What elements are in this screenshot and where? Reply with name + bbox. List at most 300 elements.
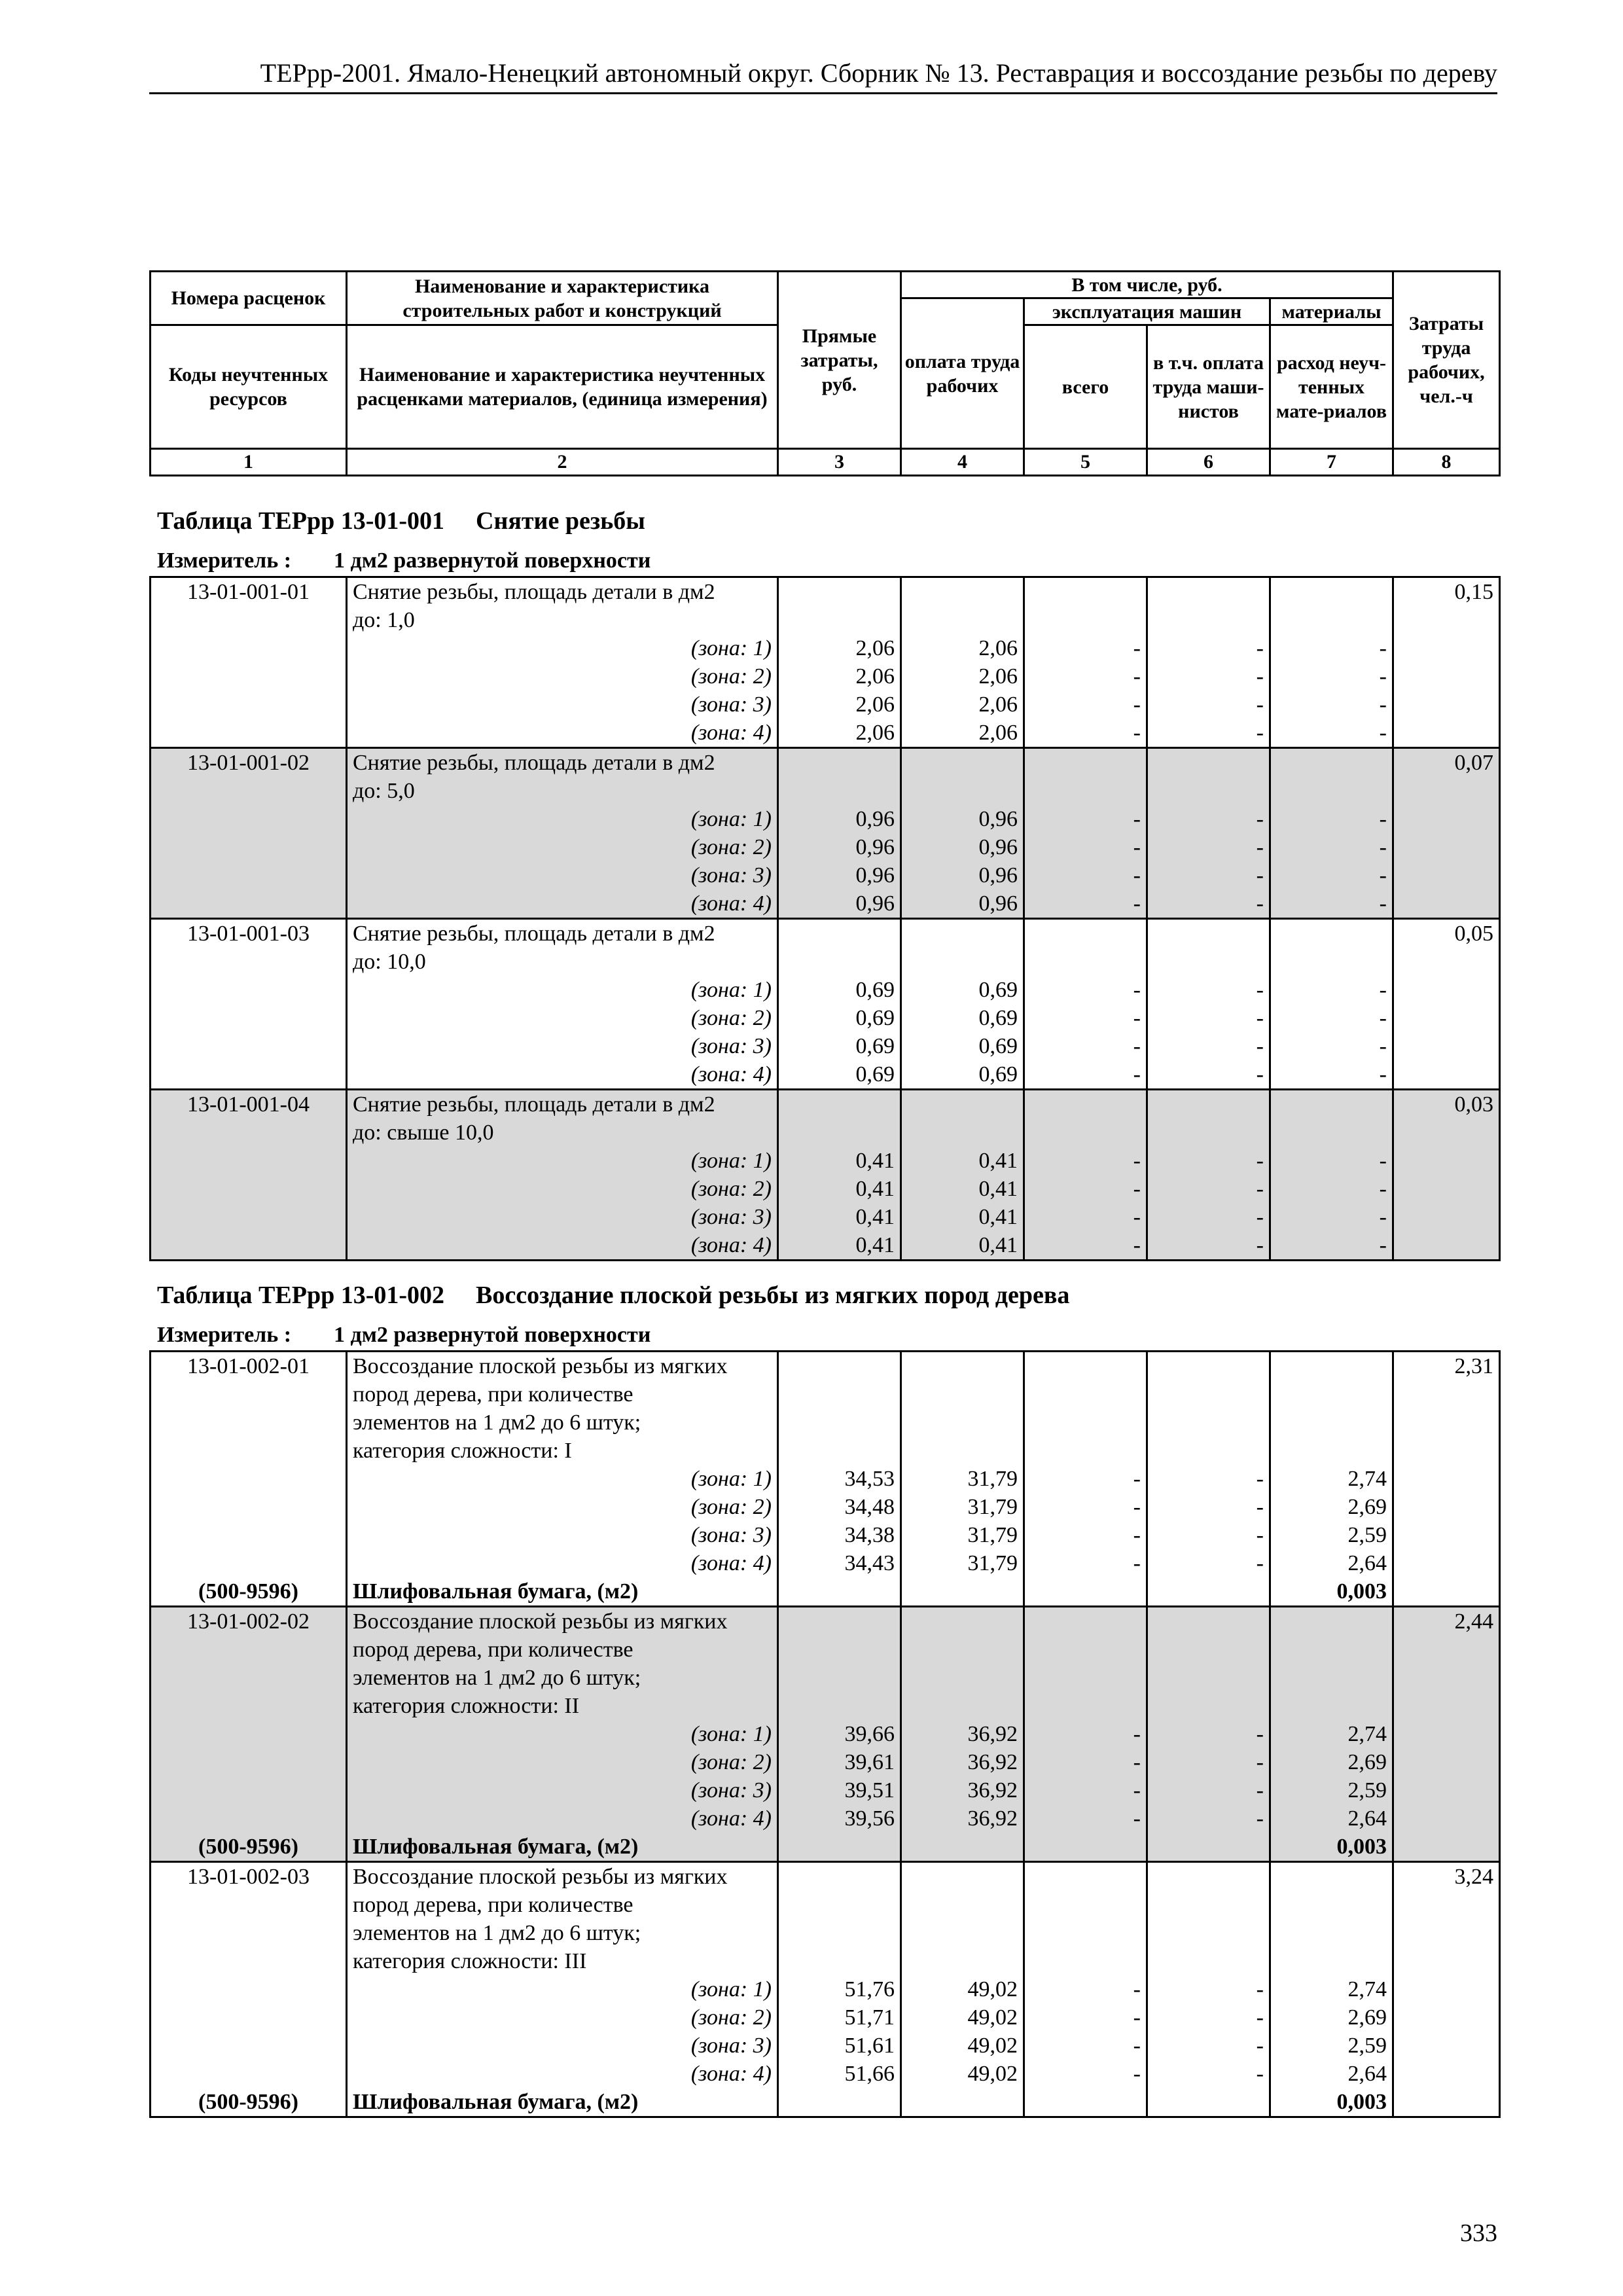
rate-code: 13-01-002-01 bbox=[151, 1352, 347, 1381]
machinist-pay: - bbox=[1147, 976, 1270, 1004]
empty-cell bbox=[901, 919, 1024, 948]
zone-label: (зона: 2) bbox=[347, 1493, 778, 1521]
col5-header: всего bbox=[1024, 325, 1147, 449]
machines-total: - bbox=[1024, 976, 1147, 1004]
table-code: Таблица ТЕРрр 13-01-001 bbox=[157, 507, 445, 535]
resource-qty: 0,003 bbox=[1270, 2088, 1393, 2117]
machines-total: - bbox=[1024, 861, 1147, 889]
machinist-pay: - bbox=[1147, 691, 1270, 719]
materials-cost: 2,59 bbox=[1270, 2032, 1393, 2060]
machinist-pay: - bbox=[1147, 861, 1270, 889]
rate-code: 13-01-002-02 bbox=[151, 1607, 347, 1636]
empty-cell bbox=[1393, 2088, 1500, 2117]
empty-cell bbox=[1147, 919, 1270, 948]
materials-cost: 2,74 bbox=[1270, 1720, 1393, 1748]
empty-cell bbox=[778, 748, 901, 778]
materials-cost: - bbox=[1270, 889, 1393, 919]
empty-cell bbox=[1393, 719, 1500, 748]
machinist-pay: - bbox=[1147, 2003, 1270, 2032]
empty-cell bbox=[1147, 1119, 1270, 1147]
machines-total: - bbox=[1024, 1060, 1147, 1090]
empty-cell bbox=[901, 606, 1024, 634]
empty-cell bbox=[1024, 948, 1147, 976]
materials-cost: 2,69 bbox=[1270, 1748, 1393, 1776]
empty-cell bbox=[1270, 1437, 1393, 1465]
worker-pay: 2,06 bbox=[901, 719, 1024, 748]
empty-cell bbox=[151, 1748, 347, 1776]
zone-row bbox=[151, 691, 1500, 719]
empty-cell bbox=[151, 1720, 347, 1748]
empty-cell bbox=[1393, 1119, 1500, 1147]
labor-cost: 0,03 bbox=[1393, 1090, 1500, 1119]
table-row bbox=[151, 1862, 1500, 1892]
empty-cell bbox=[1024, 606, 1147, 634]
materials-cost: - bbox=[1270, 1060, 1393, 1090]
table-row bbox=[151, 777, 1500, 805]
empty-cell bbox=[151, 691, 347, 719]
machines-total: - bbox=[1024, 1231, 1147, 1261]
empty-cell bbox=[901, 577, 1024, 607]
rate-name: пород дерева, при количестве bbox=[347, 1891, 778, 1919]
table-row bbox=[151, 1090, 1500, 1119]
empty-cell bbox=[1393, 861, 1500, 889]
empty-cell bbox=[1024, 1862, 1147, 1892]
zone-label: (зона: 2) bbox=[347, 1175, 778, 1203]
zone-row bbox=[151, 662, 1500, 691]
empty-cell bbox=[151, 833, 347, 861]
machinist-pay: - bbox=[1147, 805, 1270, 833]
col-number: 4 bbox=[901, 449, 1024, 476]
empty-cell bbox=[1270, 919, 1393, 948]
rate-name: категория сложности: I bbox=[347, 1437, 778, 1465]
machines-total: - bbox=[1024, 833, 1147, 861]
empty-cell bbox=[1393, 1521, 1500, 1549]
col2-top-header: Наименование и характеристика строительных работ и конструкций bbox=[347, 272, 778, 325]
empty-cell bbox=[1393, 1004, 1500, 1032]
worker-pay: 36,92 bbox=[901, 1804, 1024, 1833]
machinist-pay: - bbox=[1147, 1060, 1270, 1090]
empty-cell bbox=[1393, 1147, 1500, 1175]
empty-cell bbox=[151, 2060, 347, 2088]
empty-cell bbox=[1024, 1891, 1147, 1919]
rate-name: до: 1,0 bbox=[347, 606, 778, 634]
empty-cell bbox=[901, 2088, 1024, 2117]
materials-cost: 2,69 bbox=[1270, 1493, 1393, 1521]
direct-cost: 51,76 bbox=[778, 1975, 901, 2003]
zone-label: (зона: 3) bbox=[347, 1203, 778, 1231]
direct-cost: 0,96 bbox=[778, 805, 901, 833]
measure-line bbox=[157, 1322, 651, 1348]
direct-cost: 0,41 bbox=[778, 1231, 901, 1261]
empty-cell bbox=[1393, 1636, 1500, 1664]
direct-cost: 0,69 bbox=[778, 1032, 901, 1060]
table-row bbox=[151, 919, 1500, 948]
direct-cost: 0,41 bbox=[778, 1147, 901, 1175]
empty-cell bbox=[1147, 1692, 1270, 1720]
empty-cell bbox=[1024, 1577, 1147, 1607]
labor-cost: 0,15 bbox=[1393, 577, 1500, 607]
table-row bbox=[151, 1607, 1500, 1636]
machines-total: - bbox=[1024, 1776, 1147, 1804]
empty-cell bbox=[1393, 948, 1500, 976]
materials-cost: - bbox=[1270, 1004, 1393, 1032]
labor-cost: 3,24 bbox=[1393, 1862, 1500, 1892]
table-name: Снятие резьбы bbox=[476, 507, 645, 535]
empty-cell bbox=[1270, 1380, 1393, 1408]
materials-cost: - bbox=[1270, 1175, 1393, 1203]
empty-cell bbox=[1270, 1408, 1393, 1437]
empty-cell bbox=[1270, 1607, 1393, 1636]
running-header: ТЕРрр-2001. Ямало-Ненецкий автономный округ. Сборник № 13. Реставрация и воссоздание резьбы по дереву bbox=[260, 58, 1497, 88]
materials-cost: - bbox=[1270, 691, 1393, 719]
empty-cell bbox=[151, 948, 347, 976]
rate-name: Снятие резьбы, площадь детали в дм2 bbox=[347, 748, 778, 778]
worker-pay: 0,96 bbox=[901, 805, 1024, 833]
empty-cell bbox=[901, 1577, 1024, 1607]
empty-cell bbox=[1024, 1090, 1147, 1119]
empty-cell bbox=[901, 1607, 1024, 1636]
empty-cell bbox=[151, 976, 347, 1004]
empty-cell bbox=[1393, 1891, 1500, 1919]
rate-name: до: 5,0 bbox=[347, 777, 778, 805]
empty-cell bbox=[1393, 1776, 1500, 1804]
table-row bbox=[151, 948, 1500, 976]
empty-cell bbox=[778, 1862, 901, 1892]
materials-cost: - bbox=[1270, 1231, 1393, 1261]
worker-pay: 0,69 bbox=[901, 1004, 1024, 1032]
zone-label: (зона: 4) bbox=[347, 889, 778, 919]
machines-total: - bbox=[1024, 2060, 1147, 2088]
empty-cell bbox=[1270, 577, 1393, 607]
zone-row bbox=[151, 1776, 1500, 1804]
empty-cell bbox=[1270, 948, 1393, 976]
machines-total: - bbox=[1024, 634, 1147, 662]
machinist-pay: - bbox=[1147, 1032, 1270, 1060]
direct-cost: 51,71 bbox=[778, 2003, 901, 2032]
empty-cell bbox=[1147, 1437, 1270, 1465]
empty-cell bbox=[151, 1975, 347, 2003]
rate-code: 13-01-001-04 bbox=[151, 1090, 347, 1119]
worker-pay: 49,02 bbox=[901, 2060, 1024, 2088]
rate-code: 13-01-001-01 bbox=[151, 577, 347, 607]
resource-name: Шлифовальная бумага, (м2) bbox=[347, 2088, 778, 2117]
empty-cell bbox=[1147, 1380, 1270, 1408]
zone-row bbox=[151, 976, 1500, 1004]
col6-header: в т.ч. оплата труда маши-нистов bbox=[1147, 325, 1270, 449]
empty-cell bbox=[778, 948, 901, 976]
resource-code: (500-9596) bbox=[151, 2088, 347, 2117]
rate-name: Воссоздание плоской резьбы из мягких bbox=[347, 1607, 778, 1636]
zone-row bbox=[151, 1147, 1500, 1175]
empty-cell bbox=[901, 1352, 1024, 1381]
machines-total: - bbox=[1024, 1748, 1147, 1776]
col-number: 8 bbox=[1393, 449, 1500, 476]
zone-row bbox=[151, 805, 1500, 833]
materials-cost: 2,64 bbox=[1270, 1804, 1393, 1833]
empty-cell bbox=[1024, 919, 1147, 948]
materials-cost: - bbox=[1270, 1032, 1393, 1060]
empty-cell bbox=[778, 1380, 901, 1408]
rate-name: пород дерева, при количестве bbox=[347, 1636, 778, 1664]
rate-name: до: свыше 10,0 bbox=[347, 1119, 778, 1147]
empty-cell bbox=[901, 1408, 1024, 1437]
machinist-pay: - bbox=[1147, 1521, 1270, 1549]
rate-name: категория сложности: III bbox=[347, 1947, 778, 1975]
table-row bbox=[151, 1408, 1500, 1437]
worker-pay: 0,69 bbox=[901, 1032, 1024, 1060]
direct-cost: 34,48 bbox=[778, 1493, 901, 1521]
machines-total: - bbox=[1024, 1720, 1147, 1748]
empty-cell bbox=[1393, 1175, 1500, 1203]
materials-cost: 2,64 bbox=[1270, 1549, 1393, 1577]
empty-cell bbox=[1393, 691, 1500, 719]
resource-code: (500-9596) bbox=[151, 1577, 347, 1607]
empty-cell bbox=[778, 1437, 901, 1465]
empty-cell bbox=[151, 1493, 347, 1521]
empty-cell bbox=[151, 1408, 347, 1437]
machinist-pay: - bbox=[1147, 1493, 1270, 1521]
empty-cell bbox=[1270, 1891, 1393, 1919]
header-rule bbox=[149, 92, 1497, 94]
empty-cell bbox=[778, 1664, 901, 1692]
empty-cell bbox=[151, 2032, 347, 2060]
empty-cell bbox=[1147, 777, 1270, 805]
direct-cost: 0,69 bbox=[778, 1060, 901, 1090]
machinist-pay: - bbox=[1147, 634, 1270, 662]
machinist-pay: - bbox=[1147, 1203, 1270, 1231]
worker-pay: 0,41 bbox=[901, 1231, 1024, 1261]
machines-total: - bbox=[1024, 1175, 1147, 1203]
measure-label: Измеритель : bbox=[157, 548, 292, 573]
column-header-table bbox=[149, 270, 1501, 476]
resource-row bbox=[151, 1577, 1500, 1607]
empty-cell bbox=[901, 1664, 1024, 1692]
machinist-pay: - bbox=[1147, 833, 1270, 861]
empty-cell bbox=[1024, 2088, 1147, 2117]
empty-cell bbox=[151, 1804, 347, 1833]
table-title bbox=[157, 1280, 1069, 1311]
rate-name: элементов на 1 дм2 до 6 штук; bbox=[347, 1919, 778, 1947]
empty-cell bbox=[151, 1060, 347, 1090]
empty-cell bbox=[1024, 1119, 1147, 1147]
resource-qty: 0,003 bbox=[1270, 1833, 1393, 1862]
zone-row bbox=[151, 1060, 1500, 1090]
materials-cost: 2,64 bbox=[1270, 2060, 1393, 2088]
empty-cell bbox=[1393, 1380, 1500, 1408]
machines-total: - bbox=[1024, 2003, 1147, 2032]
zone-row bbox=[151, 889, 1500, 919]
machines-total: - bbox=[1024, 805, 1147, 833]
empty-cell bbox=[151, 805, 347, 833]
machines-total: - bbox=[1024, 1493, 1147, 1521]
zone-row bbox=[151, 861, 1500, 889]
worker-pay: 0,96 bbox=[901, 861, 1024, 889]
direct-cost: 0,69 bbox=[778, 1004, 901, 1032]
table-row bbox=[151, 1352, 1500, 1381]
empty-cell bbox=[1270, 1862, 1393, 1892]
empty-cell bbox=[1393, 1203, 1500, 1231]
empty-cell bbox=[151, 606, 347, 634]
worker-pay: 2,06 bbox=[901, 691, 1024, 719]
empty-cell bbox=[1147, 1664, 1270, 1692]
machinist-pay: - bbox=[1147, 1231, 1270, 1261]
empty-cell bbox=[1147, 1862, 1270, 1892]
machinist-pay: - bbox=[1147, 1549, 1270, 1577]
empty-cell bbox=[1393, 1493, 1500, 1521]
machines-total: - bbox=[1024, 1147, 1147, 1175]
zone-label: (зона: 4) bbox=[347, 2060, 778, 2088]
empty-cell bbox=[778, 1352, 901, 1381]
materials-cost: 2,69 bbox=[1270, 2003, 1393, 2032]
empty-cell bbox=[151, 861, 347, 889]
table-row bbox=[151, 1636, 1500, 1664]
empty-cell bbox=[901, 1862, 1024, 1892]
empty-cell bbox=[778, 1119, 901, 1147]
empty-cell bbox=[1393, 777, 1500, 805]
rate-name: элементов на 1 дм2 до 6 штук; bbox=[347, 1408, 778, 1437]
zone-label: (зона: 2) bbox=[347, 1748, 778, 1776]
rate-name: Воссоздание плоской резьбы из мягких bbox=[347, 1352, 778, 1381]
empty-cell bbox=[1270, 1919, 1393, 1947]
col4-header: оплата труда рабочих bbox=[901, 298, 1024, 449]
resource-name: Шлифовальная бумага, (м2) bbox=[347, 1577, 778, 1607]
empty-cell bbox=[1147, 1636, 1270, 1664]
empty-cell bbox=[1393, 1919, 1500, 1947]
rate-name: Снятие резьбы, площадь детали в дм2 bbox=[347, 919, 778, 948]
materials-cost: - bbox=[1270, 976, 1393, 1004]
zone-label: (зона: 3) bbox=[347, 1521, 778, 1549]
empty-cell bbox=[1393, 1664, 1500, 1692]
worker-pay: 49,02 bbox=[901, 1975, 1024, 2003]
rates-table-2 bbox=[149, 1350, 1501, 2118]
zone-row bbox=[151, 2003, 1500, 2032]
direct-cost: 2,06 bbox=[778, 719, 901, 748]
empty-cell bbox=[778, 1891, 901, 1919]
empty-cell bbox=[1393, 1231, 1500, 1261]
empty-cell bbox=[151, 719, 347, 748]
worker-pay: 36,92 bbox=[901, 1776, 1024, 1804]
zone-label: (зона: 4) bbox=[347, 1804, 778, 1833]
machinist-pay: - bbox=[1147, 1804, 1270, 1833]
empty-cell bbox=[151, 1203, 347, 1231]
machinist-pay: - bbox=[1147, 1004, 1270, 1032]
empty-cell bbox=[778, 1577, 901, 1607]
empty-cell bbox=[151, 1032, 347, 1060]
empty-cell bbox=[151, 1919, 347, 1947]
measure-line bbox=[157, 548, 651, 574]
zone-row bbox=[151, 1549, 1500, 1577]
direct-cost: 39,66 bbox=[778, 1720, 901, 1748]
empty-cell bbox=[1147, 1607, 1270, 1636]
empty-cell bbox=[1393, 1947, 1500, 1975]
empty-cell bbox=[1270, 777, 1393, 805]
worker-pay: 49,02 bbox=[901, 2003, 1024, 2032]
machinist-pay: - bbox=[1147, 1975, 1270, 2003]
empty-cell bbox=[1393, 1720, 1500, 1748]
resource-name: Шлифовальная бумага, (м2) bbox=[347, 1833, 778, 1862]
zone-label: (зона: 3) bbox=[347, 1032, 778, 1060]
materials-cost: - bbox=[1270, 861, 1393, 889]
machines-total: - bbox=[1024, 691, 1147, 719]
empty-cell bbox=[901, 777, 1024, 805]
page-number: 333 bbox=[1460, 2219, 1497, 2247]
rates-table-1 bbox=[149, 576, 1501, 1261]
machines-total: - bbox=[1024, 1521, 1147, 1549]
empty-cell bbox=[778, 577, 901, 607]
empty-cell bbox=[151, 1549, 347, 1577]
empty-cell bbox=[778, 1090, 901, 1119]
worker-pay: 31,79 bbox=[901, 1493, 1024, 1521]
table-title bbox=[157, 505, 645, 537]
table-row bbox=[151, 1437, 1500, 1465]
zone-row bbox=[151, 1804, 1500, 1833]
direct-cost: 0,96 bbox=[778, 833, 901, 861]
materials-cost: - bbox=[1270, 719, 1393, 748]
measure-label: Измеритель : bbox=[157, 1323, 292, 1347]
empty-cell bbox=[1147, 2088, 1270, 2117]
table-row bbox=[151, 1119, 1500, 1147]
empty-cell bbox=[1393, 2060, 1500, 2088]
worker-pay: 31,79 bbox=[901, 1521, 1024, 1549]
empty-cell bbox=[1393, 1692, 1500, 1720]
machinist-pay: - bbox=[1147, 1465, 1270, 1493]
zone-label: (зона: 2) bbox=[347, 833, 778, 861]
empty-cell bbox=[1393, 1833, 1500, 1862]
rate-name: Снятие резьбы, площадь детали в дм2 bbox=[347, 577, 778, 607]
empty-cell bbox=[151, 1776, 347, 1804]
empty-cell bbox=[1024, 577, 1147, 607]
zone-label: (зона: 1) bbox=[347, 976, 778, 1004]
measure-value: 1 дм2 развернутой поверхности bbox=[334, 1323, 651, 1347]
empty-cell bbox=[151, 1692, 347, 1720]
zone-row bbox=[151, 1175, 1500, 1203]
rate-name: Воссоздание плоской резьбы из мягких bbox=[347, 1862, 778, 1892]
worker-pay: 2,06 bbox=[901, 662, 1024, 691]
empty-cell bbox=[778, 1692, 901, 1720]
machines-total: - bbox=[1024, 2032, 1147, 2060]
empty-cell bbox=[1147, 1919, 1270, 1947]
empty-cell bbox=[1393, 1748, 1500, 1776]
empty-cell bbox=[1393, 1549, 1500, 1577]
empty-cell bbox=[1393, 1975, 1500, 2003]
materials-cost: - bbox=[1270, 634, 1393, 662]
direct-cost: 34,53 bbox=[778, 1465, 901, 1493]
empty-cell bbox=[778, 1833, 901, 1862]
empty-cell bbox=[778, 1408, 901, 1437]
direct-cost: 51,61 bbox=[778, 2032, 901, 2060]
empty-cell bbox=[1147, 606, 1270, 634]
col2-bottom-header: Наименование и характеристика неучтенных расценками материалов, (единица измерения) bbox=[347, 325, 778, 449]
worker-pay: 31,79 bbox=[901, 1549, 1024, 1577]
empty-cell bbox=[1270, 1664, 1393, 1692]
direct-cost: 39,61 bbox=[778, 1748, 901, 1776]
empty-cell bbox=[1393, 833, 1500, 861]
empty-cell bbox=[1393, 889, 1500, 919]
empty-cell bbox=[778, 1947, 901, 1975]
empty-cell bbox=[1024, 1408, 1147, 1437]
machinist-pay: - bbox=[1147, 1720, 1270, 1748]
rate-code: 13-01-002-03 bbox=[151, 1862, 347, 1892]
empty-cell bbox=[1147, 1090, 1270, 1119]
empty-cell bbox=[151, 1636, 347, 1664]
empty-cell bbox=[151, 1119, 347, 1147]
empty-cell bbox=[151, 2003, 347, 2032]
zone-row bbox=[151, 1975, 1500, 2003]
empty-cell bbox=[901, 1437, 1024, 1465]
rate-code: 13-01-001-02 bbox=[151, 748, 347, 778]
empty-cell bbox=[1393, 1408, 1500, 1437]
machines-total: - bbox=[1024, 1804, 1147, 1833]
